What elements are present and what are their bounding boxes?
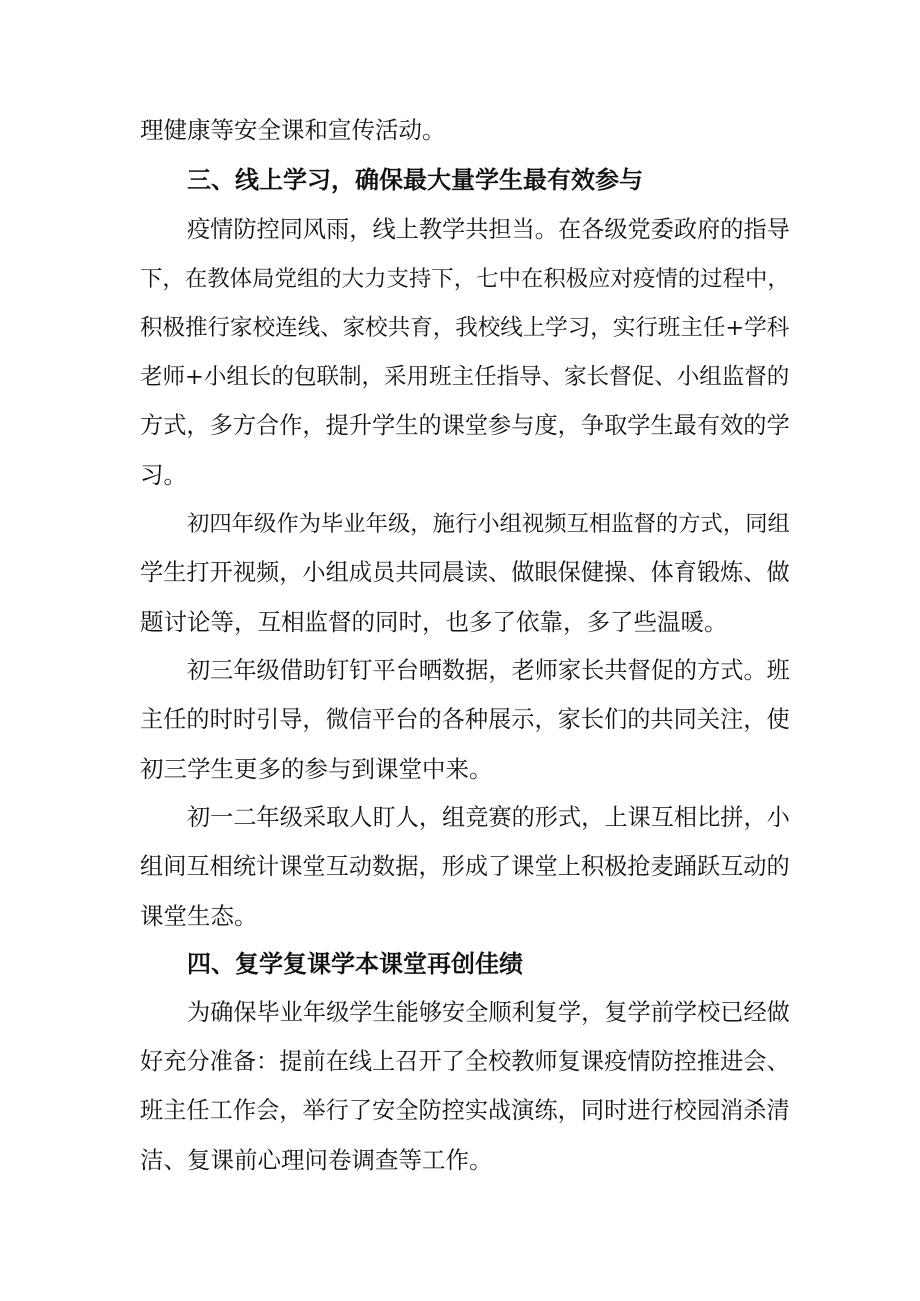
- paragraph-line: 初一二年级采取人盯人，组竞赛的形式，上课互相比拼，小: [187, 804, 790, 831]
- paragraph-line: 疫情防控同风雨，线上教学共担当。在各级党委政府的指导: [187, 216, 790, 243]
- paragraph-line: 积极推行家校连线、家校共育，我校线上学习，实行班主任+学科: [140, 315, 790, 341]
- paragraph-line: 理健康等安全课和宣传活动。: [140, 116, 446, 144]
- section-heading: 三、线上学习，确保最大量学生最有效参与: [187, 166, 643, 194]
- paragraph-line: 老师+小组长的包联制，采用班主任指导、家长督促、小组监督的: [140, 364, 790, 390]
- paragraph-line: 学生打开视频，小组成员共同晨读、做眼保健操、体育锻炼、做: [140, 559, 790, 586]
- paragraph-line: 组间互相统计课堂互动数据，形成了课堂上积极抢麦踊跃互动的: [140, 853, 790, 880]
- paragraph-line: 习。: [140, 461, 187, 489]
- paragraph-line: 班主任工作会，举行了安全防控实战演练，同时进行校园消杀清: [140, 1097, 790, 1124]
- paragraph-line: 主任的时时引导，微信平台的各种展示，家长们的共同关注，使: [140, 706, 790, 733]
- paragraph-line: 初三学生更多的参与到课堂中来。: [140, 755, 493, 783]
- paragraph-line: 题讨论等，互相监督的同时，也多了依靠，多了些温暖。: [140, 608, 728, 636]
- paragraph-line: 课堂生态。: [140, 902, 258, 930]
- paragraph-line: 洁、复课前心理问卷调查等工作。: [140, 1146, 493, 1174]
- paragraph-line: 下，在教体局党组的大力支持下，七中在积极应对疫情的过程中，: [140, 266, 790, 292]
- section-heading: 四、复学复课学本课堂再创佳绩: [187, 950, 523, 978]
- paragraph-line: 初三年级借助钉钉平台晒数据，老师家长共督促的方式。班: [187, 657, 790, 684]
- paragraph-line: 好充分准备：提前在线上召开了全校教师复课疫情防控推进会、: [140, 1048, 790, 1075]
- paragraph-line: 方式，多方合作，提升学生的课堂参与度，争取学生最有效的学: [140, 412, 790, 439]
- paragraph-line: 为确保毕业年级学生能够安全顺利复学，复学前学校已经做: [187, 999, 790, 1026]
- paragraph-line: 初四年级作为毕业年级，施行小组视频互相监督的方式，同组: [187, 511, 790, 537]
